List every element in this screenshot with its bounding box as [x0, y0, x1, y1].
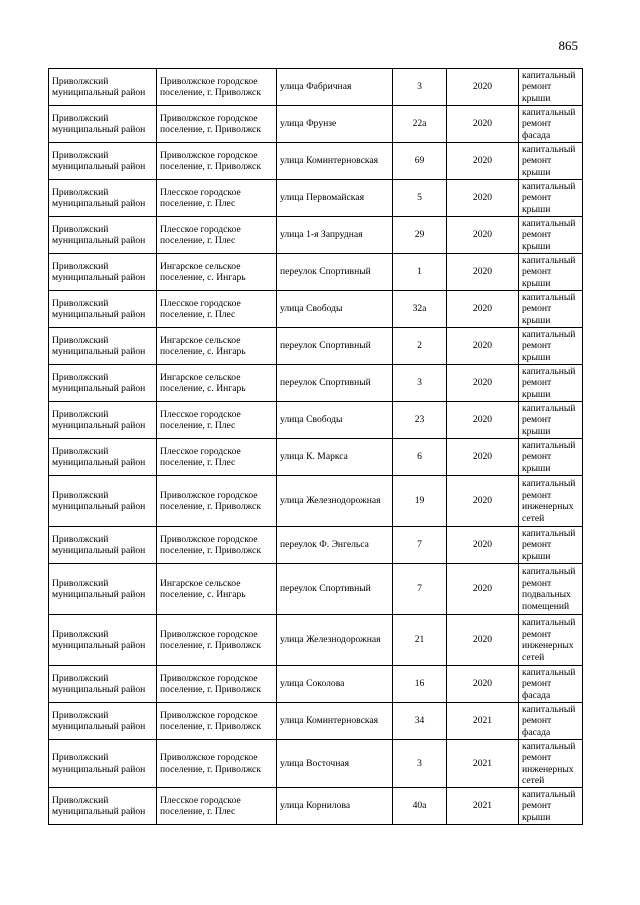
house-number-cell: 7 [393, 527, 447, 564]
table-row [49, 666, 583, 703]
street-cell: улица Корнилова [277, 788, 393, 825]
house-number-cell: 19 [393, 476, 447, 527]
table-row [49, 254, 583, 291]
district-cell: Приволжский муниципальный район [49, 666, 157, 703]
house-number-cell: 3 [393, 69, 447, 106]
housing-repair-table [48, 68, 583, 825]
settlement-cell: Приволжское городское поселение, г. Приволжск [157, 476, 277, 527]
table-row [49, 703, 583, 740]
street-cell: улица Железнодорожная [277, 476, 393, 527]
house-number-cell: 34 [393, 703, 447, 740]
street-cell: улица Свободы [277, 291, 393, 328]
house-number-cell: 3 [393, 365, 447, 402]
page-number: 865 [558, 38, 578, 53]
work-type-cell: капитальный ремонт крыши [519, 402, 583, 439]
district-cell: Приволжский муниципальный район [49, 291, 157, 328]
work-type-cell: капитальный ремонт подвальных помещений [519, 564, 583, 615]
settlement-cell: Ингарское сельское поселение, с. Ингарь [157, 365, 277, 402]
house-number-cell: 29 [393, 217, 447, 254]
work-type-cell: капитальный ремонт крыши [519, 328, 583, 365]
house-number-cell: 23 [393, 402, 447, 439]
house-number-cell: 69 [393, 143, 447, 180]
table-row [49, 217, 583, 254]
district-cell: Приволжский муниципальный район [49, 740, 157, 788]
settlement-cell: Плесское городское поселение, г. Плес [157, 439, 277, 476]
work-type-cell: капитальный ремонт крыши [519, 291, 583, 328]
settlement-cell: Ингарское сельское поселение, с. Ингарь [157, 254, 277, 291]
house-number-cell: 2 [393, 328, 447, 365]
year-cell: 2020 [447, 254, 519, 291]
district-cell: Приволжский муниципальный район [49, 106, 157, 143]
table-row [49, 740, 583, 788]
street-cell: улица Коминтерновская [277, 143, 393, 180]
work-type-cell: капитальный ремонт крыши [519, 254, 583, 291]
settlement-cell: Плесское городское поселение, г. Плес [157, 402, 277, 439]
district-cell: Приволжский муниципальный район [49, 476, 157, 527]
house-number-cell: 32а [393, 291, 447, 328]
street-cell: улица Соколова [277, 666, 393, 703]
table-row [49, 365, 583, 402]
street-cell: улица Коминтерновская [277, 703, 393, 740]
settlement-cell: Приволжское городское поселение, г. Приволжск [157, 69, 277, 106]
year-cell: 2020 [447, 217, 519, 254]
work-type-cell: капитальный ремонт инженерных сетей [519, 740, 583, 788]
work-type-cell: капитальный ремонт крыши [519, 365, 583, 402]
street-cell: переулок Спортивный [277, 254, 393, 291]
district-cell: Приволжский муниципальный район [49, 402, 157, 439]
district-cell: Приволжский муниципальный район [49, 254, 157, 291]
year-cell: 2020 [447, 69, 519, 106]
year-cell: 2020 [447, 180, 519, 217]
house-number-cell: 22а [393, 106, 447, 143]
table-row [49, 788, 583, 825]
table-row [49, 439, 583, 476]
settlement-cell: Приволжское городское поселение, г. Приволжск [157, 527, 277, 564]
year-cell: 2020 [447, 291, 519, 328]
work-type-cell: капитальный ремонт фасада [519, 703, 583, 740]
work-type-cell: капитальный ремонт крыши [519, 180, 583, 217]
year-cell: 2020 [447, 476, 519, 527]
house-number-cell: 16 [393, 666, 447, 703]
year-cell: 2020 [447, 564, 519, 615]
street-cell: улица Фрунзе [277, 106, 393, 143]
table-row [49, 564, 583, 615]
year-cell: 2020 [447, 439, 519, 476]
street-cell: улица К. Маркса [277, 439, 393, 476]
street-cell: улица Первомайская [277, 180, 393, 217]
street-cell: улица 1-я Запрудная [277, 217, 393, 254]
work-type-cell: капитальный ремонт крыши [519, 69, 583, 106]
year-cell: 2020 [447, 365, 519, 402]
district-cell: Приволжский муниципальный район [49, 328, 157, 365]
table-row [49, 527, 583, 564]
work-type-cell: капитальный ремонт крыши [519, 439, 583, 476]
house-number-cell: 40а [393, 788, 447, 825]
table-row [49, 328, 583, 365]
work-type-cell: капитальный ремонт крыши [519, 143, 583, 180]
settlement-cell: Плесское городское поселение, г. Плес [157, 180, 277, 217]
settlement-cell: Приволжское городское поселение, г. Приволжск [157, 666, 277, 703]
street-cell: улица Восточная [277, 740, 393, 788]
district-cell: Приволжский муниципальный район [49, 564, 157, 615]
house-number-cell: 6 [393, 439, 447, 476]
table-row [49, 291, 583, 328]
table-row [49, 402, 583, 439]
district-cell: Приволжский муниципальный район [49, 788, 157, 825]
work-type-cell: капитальный ремонт фасада [519, 666, 583, 703]
district-cell: Приволжский муниципальный район [49, 217, 157, 254]
table-row [49, 106, 583, 143]
house-number-cell: 7 [393, 564, 447, 615]
district-cell: Приволжский муниципальный район [49, 439, 157, 476]
settlement-cell: Приволжское городское поселение, г. Приволжск [157, 703, 277, 740]
district-cell: Приволжский муниципальный район [49, 365, 157, 402]
year-cell: 2021 [447, 703, 519, 740]
settlement-cell: Плесское городское поселение, г. Плес [157, 217, 277, 254]
district-cell: Приволжский муниципальный район [49, 703, 157, 740]
settlement-cell: Приволжское городское поселение, г. Приволжск [157, 615, 277, 666]
work-type-cell: капитальный ремонт крыши [519, 217, 583, 254]
street-cell: переулок Спортивный [277, 365, 393, 402]
street-cell: улица Фабричная [277, 69, 393, 106]
year-cell: 2020 [447, 106, 519, 143]
street-cell: переулок Спортивный [277, 564, 393, 615]
street-cell: переулок Ф. Энгельса [277, 527, 393, 564]
house-number-cell: 5 [393, 180, 447, 217]
year-cell: 2020 [447, 527, 519, 564]
settlement-cell: Плесское городское поселение, г. Плес [157, 788, 277, 825]
street-cell: улица Железнодорожная [277, 615, 393, 666]
district-cell: Приволжский муниципальный район [49, 615, 157, 666]
year-cell: 2021 [447, 740, 519, 788]
year-cell: 2020 [447, 402, 519, 439]
year-cell: 2020 [447, 143, 519, 180]
year-cell: 2020 [447, 615, 519, 666]
table-row [49, 180, 583, 217]
house-number-cell: 1 [393, 254, 447, 291]
settlement-cell: Ингарское сельское поселение, с. Ингарь [157, 328, 277, 365]
year-cell: 2021 [447, 788, 519, 825]
settlement-cell: Плесское городское поселение, г. Плес [157, 291, 277, 328]
street-cell: улица Свободы [277, 402, 393, 439]
work-type-cell: капитальный ремонт крыши [519, 527, 583, 564]
table-row [49, 69, 583, 106]
house-number-cell: 21 [393, 615, 447, 666]
district-cell: Приволжский муниципальный район [49, 69, 157, 106]
street-cell: переулок Спортивный [277, 328, 393, 365]
settlement-cell: Приволжское городское поселение, г. Приволжск [157, 143, 277, 180]
district-cell: Приволжский муниципальный район [49, 143, 157, 180]
settlement-cell: Ингарское сельское поселение, с. Ингарь [157, 564, 277, 615]
work-type-cell: капитальный ремонт фасада [519, 106, 583, 143]
settlement-cell: Приволжское городское поселение, г. Приволжск [157, 740, 277, 788]
work-type-cell: капитальный ремонт инженерных сетей [519, 615, 583, 666]
table-row [49, 615, 583, 666]
table-row [49, 476, 583, 527]
district-cell: Приволжский муниципальный район [49, 527, 157, 564]
year-cell: 2020 [447, 666, 519, 703]
settlement-cell: Приволжское городское поселение, г. Приволжск [157, 106, 277, 143]
house-number-cell: 3 [393, 740, 447, 788]
work-type-cell: капитальный ремонт крыши [519, 788, 583, 825]
district-cell: Приволжский муниципальный район [49, 180, 157, 217]
year-cell: 2020 [447, 328, 519, 365]
work-type-cell: капитальный ремонт инженерных сетей [519, 476, 583, 527]
table-row [49, 143, 583, 180]
